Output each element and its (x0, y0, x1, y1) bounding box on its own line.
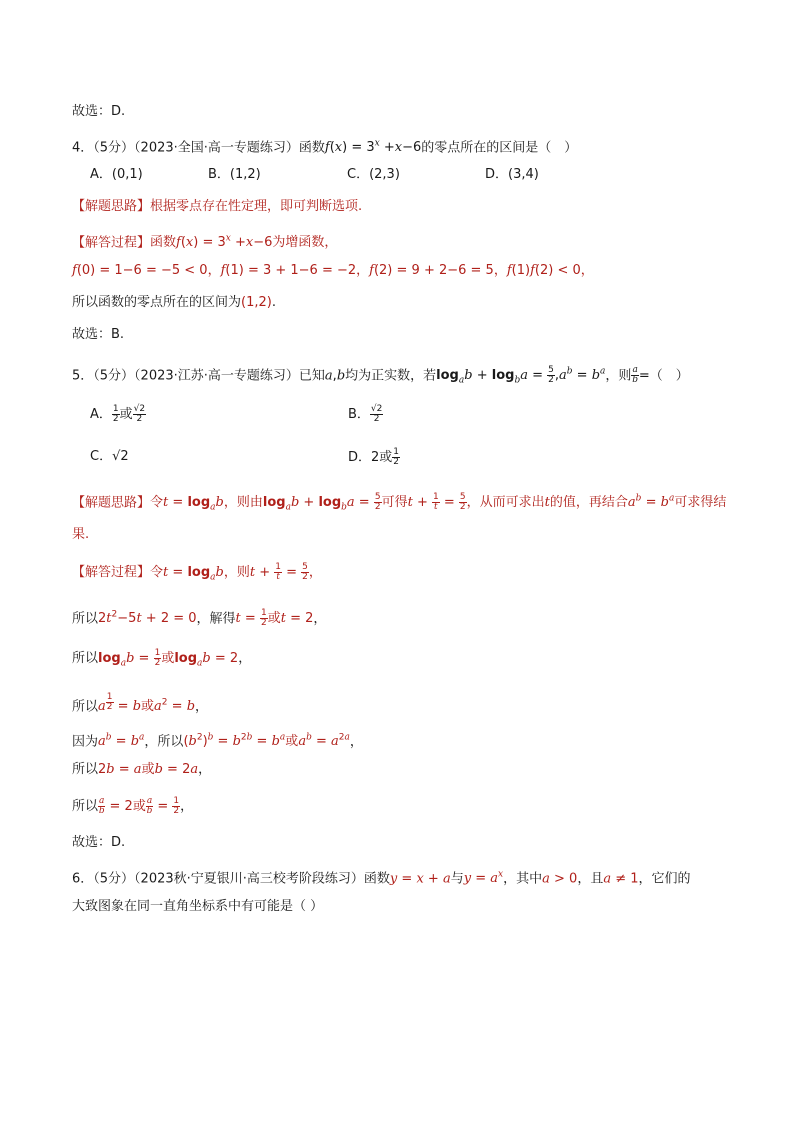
idea-text: 令$t = \log_ab$，则由$\log_ab + \log_ba$ = $\frac{5}{2}$ 可得t + $\frac{1}{t}$ = $\frac{5}{2}$ ，从而可求出t的值，再结合$a^b = b^a$可求得结 (150, 492, 727, 513)
idea-label: 【解题思路】 (72, 495, 151, 511)
q5-stem-formula: $\log_ab + \log_ba$ = $\frac{5}{2}$ $,a^b = b^a$ (436, 365, 606, 386)
q4-process-line-3: 所以函数的零点所在的区间为(1,2). (72, 295, 276, 310)
option-value: 2或 $\frac{1}{2}$ (371, 447, 400, 467)
option-letter: B． (348, 407, 370, 422)
q4-option-b (208, 166, 261, 184)
option-value: $\frac{√2}{2}$ (370, 404, 383, 424)
q5-option-a (90, 405, 146, 424)
q4-stem (72, 135, 577, 157)
option-value: (2,3) (369, 167, 400, 182)
q5-stem (72, 363, 689, 390)
q4-option-a (90, 166, 143, 184)
q4-solution-process (72, 230, 337, 252)
q5-stem-mid: ，则 (605, 368, 632, 384)
q5-solution-process (72, 563, 322, 587)
q5-process-line-6: 所以2b = a或b = 2a， (72, 762, 212, 777)
process-text: 令$t = \log_ab$，则t + $\frac{1}{t}$ = $\frac{5}{2}$ ， (150, 562, 322, 583)
option-letter: D． (348, 450, 372, 465)
process-label: 【解答过程】 (72, 565, 151, 580)
q5-process-line-3: 所以$\log_ab$ = $\frac{1}{2}$ 或$\log_ab = 2$， (72, 648, 252, 669)
q4-stem-suffix: 的零点所在的区间是（ ） (421, 140, 578, 156)
q5-option-c (90, 448, 129, 466)
option-value: (0,1) (111, 167, 143, 182)
process-label: 【解答过程】 (72, 235, 151, 251)
q6-stem-line-1: 6．（5分）（2023秋·宁夏银川·高三校考阶段练习）函数y = x + a与$y = a^x$，其中a > 0，且a ≠ 1，它们的 (72, 870, 691, 887)
option-value: (3,4) (508, 167, 539, 182)
option-value: (1,2) (229, 167, 261, 182)
option-letter: A． (90, 407, 112, 422)
q5-option-d (348, 448, 400, 467)
q4-stem-prefix: 4．（5分）（2023·全国·高一专题练习）函数 (72, 140, 325, 156)
q4-option-c (347, 166, 400, 184)
q4-stem-formula: $f(x) = 3^x +x-6$ (324, 139, 422, 156)
q5-process-line-2: 所以$2t^2-5t + 2 = 0$，解得t = $\frac{1}{2}$ 或t = 2， (72, 608, 327, 629)
q5-process-line-7: 所以 $\frac{a}{b}$ = 2或 $\frac{a}{b}$ = $\frac{1}{2}$ ， (72, 796, 194, 816)
idea-label: 【解题思路】 (72, 199, 151, 214)
option-letter: C． (347, 167, 370, 182)
q5-option-b (348, 405, 383, 424)
idea-text: 根据零点存在性定理，即可判断选项. (150, 199, 363, 214)
q5-process-line-5: 因为$a^b = b^a$，所以$(b^2)^b = b^{2b} = b^a$或$a^b = a^{2a}$， (72, 733, 363, 750)
q5-stem-ratio: $\frac{a}{b}$ (632, 365, 638, 386)
q5-idea-line-2: 果. (72, 527, 90, 542)
q5-solution-idea (72, 490, 726, 517)
q5-stem-prefix: 5．（5分）（2023·江苏·高一专题练习）已知a,b均为正实数，若 (72, 368, 437, 384)
option-letter: B． (208, 167, 230, 182)
q4-solution-idea (72, 198, 362, 216)
option-letter: A． (90, 167, 112, 182)
option-letter: D． (485, 167, 509, 182)
q6-stem-line-2: 大致图象在同一直角坐标系中有可能是（ ） (72, 899, 324, 914)
process-text: 函数$f(x) = 3^x +x-6$为增函数， (150, 234, 338, 251)
q4-process-line-2: f(0) = 1−6 = −5 < 0，f(1) = 3 + 1−6 = −2，f(2) = 9 + 2−6 = 5，f(1)f(2) < 0， (72, 263, 594, 278)
q4-option-d (485, 166, 539, 184)
q5-process-line-4: 所以a $^{\frac{1}{2}}$ = b或$a^2 = b$， (72, 692, 209, 715)
q3-answer: 故选：D. (72, 104, 126, 119)
q5-answer: 故选：D. (72, 835, 126, 850)
q4-answer: 故选：B. (72, 327, 125, 342)
q5-stem-suffix: =（ ） (638, 368, 689, 384)
option-letter: C． (90, 449, 113, 464)
option-value: √2 (112, 449, 129, 464)
option-value: $\frac{1}{2}$ 或 $\frac{√2}{2}$ (112, 404, 146, 424)
